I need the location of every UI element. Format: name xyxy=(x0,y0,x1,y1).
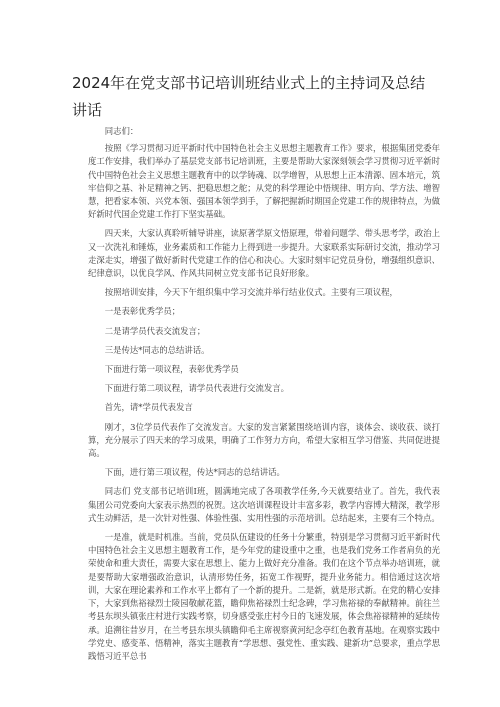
paragraph-features: 一是准，就是时机准。当前，党员队伍建设的任务十分繁重，特别是学习贯彻习近平新时代中国特色社会主义思想主题教育工作，是今年党的建设重中之重，也是我们党务工作者肩负的光荣使命和重大责任，需要大家在思想上、能力上做好充分准备。我们在这个节点举办培训班，就是要帮助大家增强政治意识，认清形势任务，拓宽工作视野，提升业务能力。相信通过这次培训，大家在理论素养和工作水平上都有了一个新的提升。二是新，就是形式新。在党的精心安排下，大家到焦裕禄烈士陵园敬献花篮，瞻仰焦裕禄烈士纪念碑，学习焦裕禄的奉献精神。前往兰考县东坝头镇张庄村进行实践考察，切身感受张庄村今日的飞速发展，体会焦裕禄精神的延续传承。追溯往昔岁月，在兰考县东坝头镇瞻仰毛主席视察黄河纪念亭红色教育基地。在观察实践中学党史、感变革、悟精神，落实主题教育“学思想、强党性、重实践、建新功”总要求，重点学思践悟习近平总书 xyxy=(88,532,440,661)
paragraph-step-1: 下面进行第一项议程，表彰优秀学员 xyxy=(104,364,239,375)
paragraph-first-speaker: 首先，请*学员代表发言 xyxy=(104,402,193,413)
paragraph-intro: 按照《学习贯彻习近平新时代中国特色社会主义思想主题教育工作》要求，根据集团党委年度工作安排，我们举办了基层党支部书记培训班，主要是帮助大家深刻领会学习贯彻习近平新时代中国特色社会主义思想主题教育中的以学铸魂、以学增智，从思想上正本清源、固本培元，筑牢信仰之基、补足精神之钙、把稳思想之舵；从党的科学理论中悟规律、明方向、学方法、增智慧，把看家本领、兴党本领、强国本领学到手，了解把握新时期国企党建工作的规律特点，为做好新时代国企党建工作打下坚实基础。 xyxy=(88,143,440,220)
document-body xyxy=(88,125,440,663)
agenda-item-2: 二是请学员代表交流发言； xyxy=(104,325,206,336)
agenda-item-3: 三是传达*同志的总结讲话。 xyxy=(104,344,210,355)
document-title: 2024年在党支部书记培训班结业式上的主持词及总结讲话 xyxy=(72,74,426,119)
paragraph-step-2: 下面进行第二项议程，请学员代表进行交流发言。 xyxy=(104,383,290,394)
paragraph-step-3: 下面，进行第三项议程，传达*同志的总结讲话。 xyxy=(104,467,285,478)
paragraph-four-days: 四天来，大家认真聆听辅导讲座，读原著学原文悟原理，带着问题学、带头思考学，政治上又一次洗礼和锤炼，业务素质和工作能力上得到进一步提升。大家联系实际研讨交流，推动学习走深走实，增强了做好新时代党建工作的信心和决心。大家时刻牢记党员身份，增强组织意识、纪律意识，以优良学风、作风共同树立党支部书记良好形象。 xyxy=(88,228,440,279)
agenda-item-1: 一是表彰优秀学员； xyxy=(104,306,181,317)
salutation: 同志们： xyxy=(104,126,139,136)
paragraph-speaker-summary: 刚才，3位学员代表作了交流发言。大家的发言紧紧围绕培训内容，谈体会、谈收获、谈打算，充分展示了四天来的学习成果，明确了工作努力方向，希望大家相互学习借鉴、共同促进提高。 xyxy=(88,421,440,459)
paragraph-agenda: 按照培训安排，今天下午组织集中学习交流并举行结业仪式。主要有三项议程， xyxy=(104,287,398,298)
paragraph-closing-speech: 同志们 党支部书记培训Ⅰ班，圆满地完成了各项教学任务,今天就要结业了。首先，我代表集团公司党委向大家表示热烈的祝贺。这次培训课程设计丰富多彩，教学内容博大精深，教学形式生动鲜活，是一次针对性强、体验性强、实用性强的示范培训。总结起来，主要有三个特点。 xyxy=(88,486,440,523)
